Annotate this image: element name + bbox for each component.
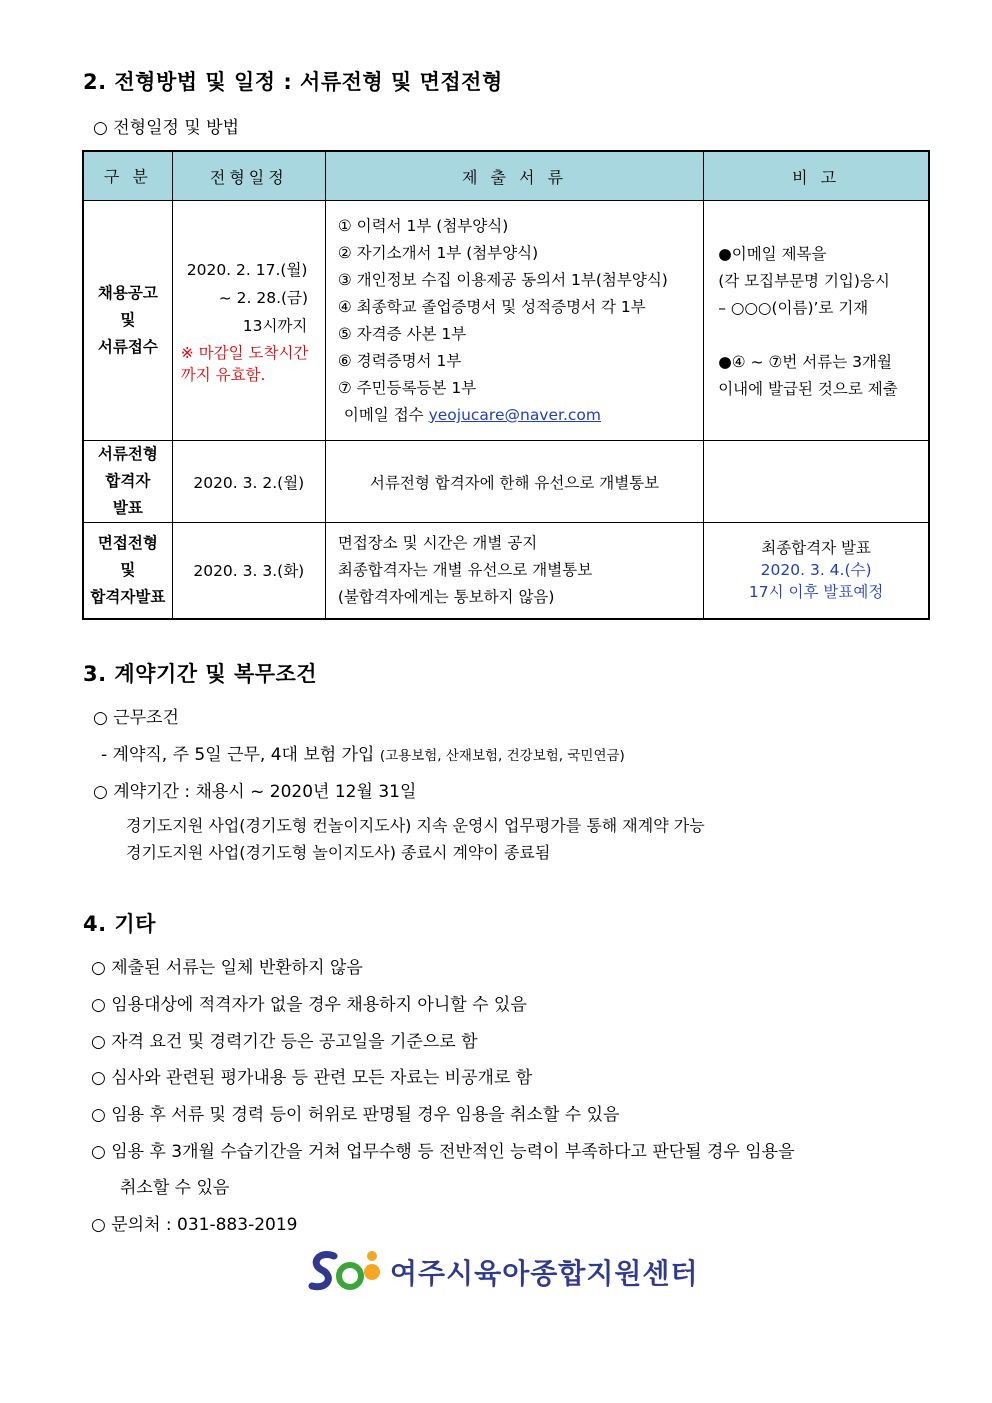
section2-subheading: ○ 전형일정 및 방법 <box>93 118 239 138</box>
row2-category: 서류전형 합격자 발표 <box>83 441 172 523</box>
list-item: ○ 제출된 서류는 일체 반환하지 않음 <box>91 958 363 978</box>
row2-schedule: 2020. 3. 2.(월) <box>172 441 325 523</box>
list-item: ○ 임용 후 3개월 수습기간을 거쳐 업무수행 등 전반적인 능력이 부족하다고 판단될 경우 임용을 <box>91 1142 795 1162</box>
work-conditions-heading: ○ 근무조건 <box>93 708 179 728</box>
contract-period: ○ 계약기간 : 채용시 ~ 2020년 12월 31일 <box>93 782 417 802</box>
list-item: ⑥ 경력증명서 1부 <box>337 352 462 370</box>
row2-documents: 서류전형 합격자에 한해 유선으로 개별통보 <box>325 441 703 523</box>
row1-schedule: 2020. 2. 17.(월) ~ 2. 28.(금) 13시까지 ※ 마감일 도착시간 까지 유효함. <box>172 201 325 441</box>
list-item: ③ 개인정보 수집 이용제공 동의서 1부(첨부양식) <box>337 271 668 289</box>
section2-title: 2. 전형방법 및 일정 : 서류전형 및 면접전형 <box>83 70 503 94</box>
section3-title: 3. 계약기간 및 복무조건 <box>83 662 318 686</box>
section4-title: 4. 기타 <box>83 912 156 936</box>
row3-remarks: 최종합격자 발표 2020. 3. 4.(수) 17시 이후 발표예정 <box>704 523 929 619</box>
list-item: ① 이력서 1부 (첨부양식) <box>337 217 509 235</box>
header-schedule: 전형일정 <box>172 151 325 201</box>
list-item: ○ 심사와 관련된 평가내용 등 관련 모든 자료는 비공개로 함 <box>91 1068 533 1088</box>
contract-renewal-note: 경기도지원 사업(경기도형 컨놀이지도사) 지속 운영시 업무평가를 통해 재계약 가능 <box>126 816 705 835</box>
row1-category: 채용공고 및 서류접수 <box>83 201 172 441</box>
email-link[interactable]: yeojucare@naver.com <box>428 406 602 424</box>
list-item: ④ 최종학교 졸업증명서 및 성적증명서 각 1부 <box>337 298 646 316</box>
row2-remarks <box>704 441 929 523</box>
table-header-row <box>83 151 929 201</box>
header-documents: 제 출 서 류 <box>325 151 703 201</box>
contract-end-note: 경기도지원 사업(경기도형 놀이지도사) 종료시 계약이 종료됨 <box>126 843 551 862</box>
row1-documents <box>325 201 703 441</box>
contact-info: ○ 문의처 : 031-883-2019 <box>91 1215 298 1235</box>
work-conditions-detail: - 계약직, 주 5일 근무, 4대 보험 가입 (고용보험, 산재보험, 건강보험, 국민연금) <box>101 745 625 765</box>
logo-mark-icon <box>308 1248 384 1296</box>
list-item: ⑤ 자격증 사본 1부 <box>337 325 467 343</box>
table-row <box>83 441 929 523</box>
list-item: ⑦ 주민등록등본 1부 <box>337 379 477 397</box>
row3-schedule: 2020. 3. 3.(화) <box>172 523 325 619</box>
header-remarks: 비 고 <box>704 151 929 201</box>
center-logo <box>308 1248 699 1296</box>
deadline-note: ※ 마감일 도착시간 <box>180 344 309 362</box>
list-item-continuation: 취소할 수 있음 <box>120 1178 230 1198</box>
list-item: ○ 자격 요건 및 경력기간 등은 공고일을 기준으로 함 <box>91 1032 478 1052</box>
table-row <box>83 523 929 619</box>
row1-remarks: ●이메일 제목을 (각 모집부문명 기입)응시 – ○○○(이름)’로 기재 ●④ ~ ⑦번 서류는 3개월 이내에 발급된 것으로 제출 <box>704 201 929 441</box>
logo-text: 여주시육아종합지원센터 <box>390 1257 699 1290</box>
email-label: 이메일 접수 <box>343 406 424 424</box>
row3-documents: 면접장소 및 시간은 개별 공지 최종합격자는 개별 유선으로 개별통보 (불합격자에게는 통보하지 않음) <box>325 523 703 619</box>
header-category: 구 분 <box>83 151 172 201</box>
list-item: ○ 임용 후 서류 및 경력 등이 허위로 판명될 경우 임용을 취소할 수 있음 <box>91 1105 620 1125</box>
row3-category: 면접전형 및 합격자발표 <box>83 523 172 619</box>
table-row <box>83 201 929 441</box>
list-item: ② 자기소개서 1부 (첨부양식) <box>337 244 539 262</box>
schedule-table <box>82 150 930 620</box>
list-item: ○ 임용대상에 적격자가 없을 경우 채용하지 아니할 수 있음 <box>91 995 527 1015</box>
